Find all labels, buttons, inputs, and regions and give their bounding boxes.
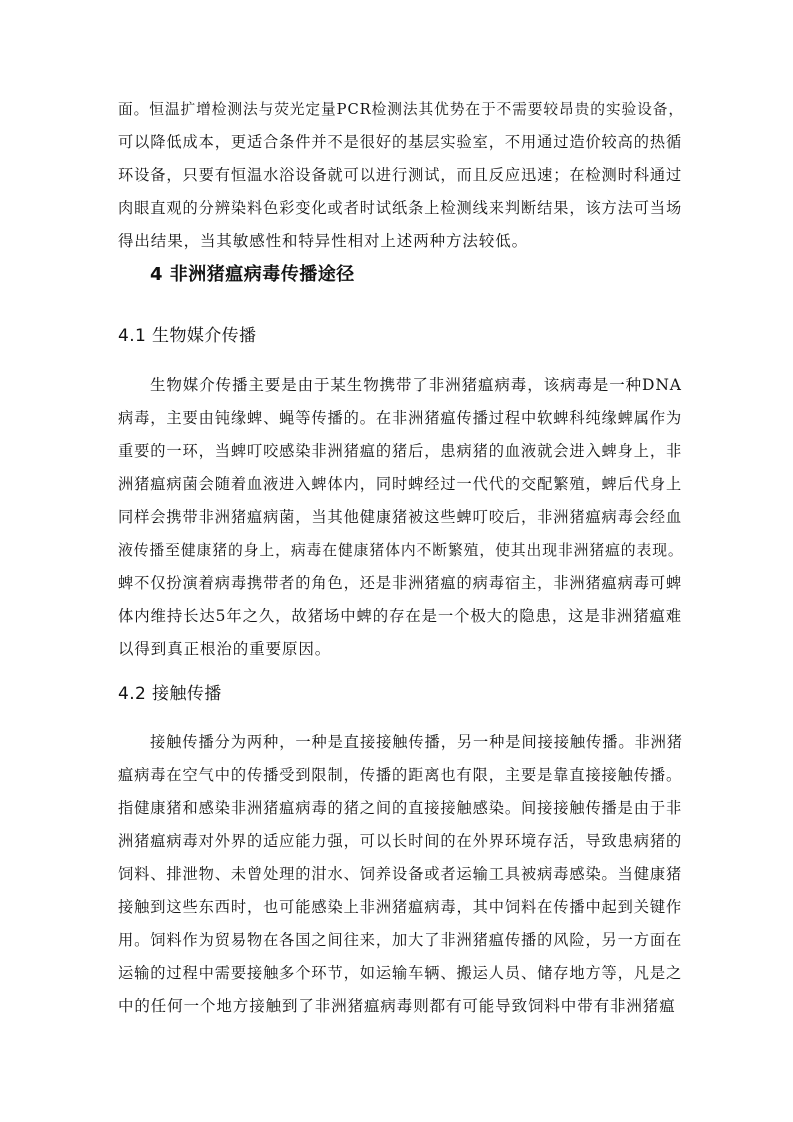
intro-line-4: 肉眼直观的分辨染料色彩变化或者时试纸条上检测线来判断结果，该方法可当场 xyxy=(118,199,683,217)
s41-line-4: 洲猪瘟病菌会随着血液进入蜱体内，同时蜱经过一代代的交配繁殖，蜱后代身上 xyxy=(118,475,683,493)
intro-line-1: 面。恒温扩增检测法与荧光定量PCR检测法其优势在于不需要较昂贵的实验设备， xyxy=(118,101,684,118)
s42-line-4: 洲猪瘟病毒对外界的适应能力强，可以长时间的在外界环境存活，导致患病猪的 xyxy=(118,832,683,850)
section-4-heading: 4 非洲猪瘟病毒传播途径 xyxy=(150,264,355,285)
section-4-2-heading: 4.2 接触传播 xyxy=(118,684,222,704)
s41-line-7: 蜱不仅扮演着病毒携带者的角色，还是非洲猪瘟的病毒宿主，非洲猪瘟病毒可蜱 xyxy=(118,574,683,592)
s42-line-2: 瘟病毒在空气中的传播受到限制，传播的距离也有限，主要是靠直接接触传播。 xyxy=(118,766,683,784)
intro-line-5: 得出结果，当其敏感性和特异性相对上述两种方法较低。 xyxy=(118,232,529,250)
s41-line-9: 以得到真正根治的重要原因。 xyxy=(118,640,332,658)
s41-line-8: 体内维持长达5年之久，故猪场中蜱的存在是一个极大的隐患，这是非洲猪瘟难 xyxy=(118,607,683,625)
s42-line-5: 饲料、排泄物、未曾处理的泔水、饲养设备或者运输工具被病毒感染。当健康猪 xyxy=(118,865,683,883)
s41-line-5: 同样会携带非洲猪瘟病菌，当其他健康猪被这些蜱叮咬后，非洲猪瘟病毒会经血 xyxy=(118,508,683,526)
s42-line-7: 用。饲料作为贸易物在各国之间往来，加大了非洲猪瘟传播的风险，另一方面在 xyxy=(118,931,683,949)
intro-line-2: 可以降低成本，更适合条件并不是很好的基层实验室，不用通过造价较高的热循 xyxy=(118,133,683,151)
s42-line-8: 运输的过程中需要接触多个环节，如运输车辆、搬运人员、储存地方等，凡是之 xyxy=(118,964,683,982)
s41-line-1: 生物媒介传播主要是由于某生物携带了非洲猪瘟病毒，该病毒是一种DNA xyxy=(150,376,682,394)
intro-line-3: 环设备，只要有恒温水浴设备就可以进行测试，而且反应迅速；在检测时科通过 xyxy=(118,166,683,184)
s42-line-9: 中的任何一个地方接触到了非洲猪瘟病毒则都有可能导致饲料中带有非洲猪瘟 xyxy=(118,997,676,1015)
s41-line-2: 病毒，主要由钝缘蜱、蝇等传播的。在非洲猪瘟传播过程中软蜱科纯缘蜱属作为 xyxy=(118,409,683,427)
s42-line-6: 接触到这些东西时，也可能感染上非洲猪瘟病毒，其中饲料在传播中起到关键作 xyxy=(118,898,683,916)
s42-line-1: 接触传播分为两种，一种是直接接触传播，另一种是间接接触传播。非洲猪 xyxy=(150,733,683,751)
s41-line-6: 液传播至健康猪的身上，病毒在健康猪体内不断繁殖，使其出现非洲猪瘟的表现。 xyxy=(118,542,684,559)
section-4-1-heading: 4.1 生物媒介传播 xyxy=(118,326,257,346)
s42-line-3: 指健康猪和感染非洲猪瘟病毒的猪之间的直接接触感染。间接接触传播是由于非 xyxy=(118,799,683,817)
s41-line-3: 重要的一环，当蜱叮咬感染非洲猪瘟的猪后，患病猪的血液就会进入蜱身上，非 xyxy=(118,442,683,460)
